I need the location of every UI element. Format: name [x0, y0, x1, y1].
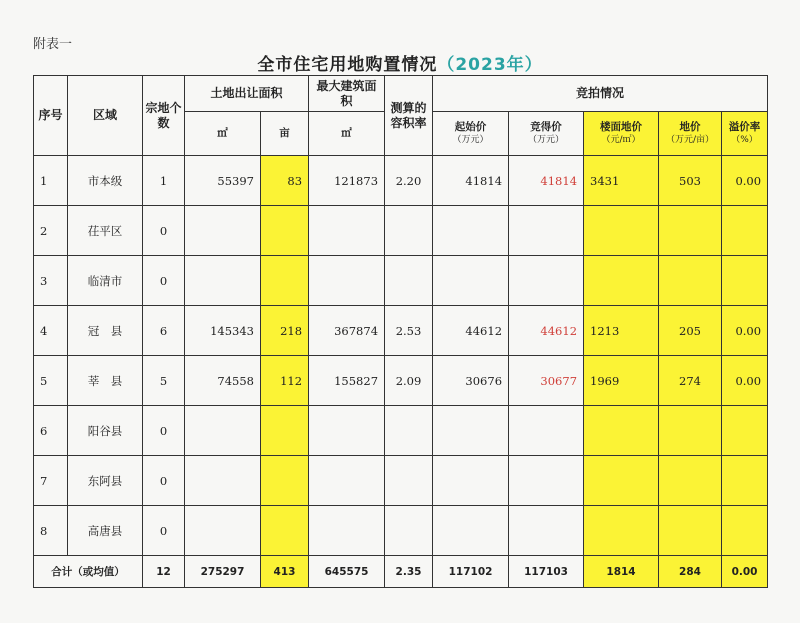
row-start-price: 44612	[433, 306, 509, 356]
row-start-price	[433, 506, 509, 556]
row-floor-price	[584, 456, 659, 506]
row-parcels: 0	[143, 456, 185, 506]
row-win-price	[509, 506, 584, 556]
header-land-price	[659, 112, 722, 156]
row-region: 莘 县	[68, 356, 143, 406]
row-win-price	[509, 256, 584, 306]
table-row	[34, 256, 768, 306]
row-premium	[722, 406, 768, 456]
table-row	[34, 506, 768, 556]
row-land-price	[659, 206, 722, 256]
total-area-m2: 275297	[185, 556, 261, 588]
header-far: 测算的容积率	[385, 76, 433, 156]
row-parcels: 1	[143, 156, 185, 206]
row-region: 冠 县	[68, 306, 143, 356]
header-win-price	[509, 112, 584, 156]
row-area-mu	[261, 256, 309, 306]
row-area-m2	[185, 206, 261, 256]
row-win-price	[509, 406, 584, 456]
annex-label: 附表一	[33, 37, 73, 52]
row-region: 高唐县	[68, 506, 143, 556]
row-area-m2	[185, 456, 261, 506]
row-far	[385, 206, 433, 256]
row-start-price	[433, 456, 509, 506]
row-win-price	[509, 206, 584, 256]
total-row	[34, 556, 768, 588]
header-area-m2: ㎡	[185, 112, 261, 156]
row-seq: 3	[34, 256, 68, 306]
floor-price-label: 楼面地价	[600, 120, 643, 133]
row-far: 2.09	[385, 356, 433, 406]
header-area-mu: 亩	[261, 112, 309, 156]
row-seq: 1	[34, 156, 68, 206]
header-parcels: 宗地个数	[143, 76, 185, 156]
row-far: 2.53	[385, 306, 433, 356]
table-row	[34, 156, 768, 206]
title-main: 全市住宅用地购置情况	[257, 55, 438, 75]
row-floor-price: 3431	[584, 156, 659, 206]
row-region: 临清市	[68, 256, 143, 306]
total-parcels: 12	[143, 556, 185, 588]
row-seq: 4	[34, 306, 68, 356]
header-auction: 竞拍情况	[433, 76, 768, 112]
win-price-unit: （万元）	[528, 134, 565, 145]
page-title	[0, 50, 800, 75]
row-premium: 0.00	[722, 306, 768, 356]
row-start-price	[433, 206, 509, 256]
row-win-price: 30677	[509, 356, 584, 406]
row-far	[385, 406, 433, 456]
row-start-price: 41814	[433, 156, 509, 206]
total-area-mu: 413	[261, 556, 309, 588]
row-premium	[722, 206, 768, 256]
row-build-m2: 367874	[309, 306, 385, 356]
row-premium: 0.00	[722, 356, 768, 406]
row-area-m2	[185, 506, 261, 556]
header-land-area: 土地出让面积	[185, 76, 309, 112]
row-land-price	[659, 456, 722, 506]
row-area-mu	[261, 456, 309, 506]
row-region: 市本级	[68, 156, 143, 206]
row-parcels: 5	[143, 356, 185, 406]
row-land-price	[659, 256, 722, 306]
table-row	[34, 206, 768, 256]
row-floor-price	[584, 206, 659, 256]
row-land-price: 274	[659, 356, 722, 406]
row-seq: 6	[34, 406, 68, 456]
premium-unit: （%）	[731, 134, 758, 145]
row-area-mu: 218	[261, 306, 309, 356]
row-parcels: 0	[143, 506, 185, 556]
row-area-m2: 74558	[185, 356, 261, 406]
row-region: 阳谷县	[68, 406, 143, 456]
row-region: 茌平区	[68, 206, 143, 256]
row-region: 东阿县	[68, 456, 143, 506]
row-parcels: 6	[143, 306, 185, 356]
row-area-mu: 83	[261, 156, 309, 206]
win-price-label: 竞得价	[530, 120, 562, 133]
row-seq: 8	[34, 506, 68, 556]
row-start-price	[433, 256, 509, 306]
row-parcels: 0	[143, 406, 185, 456]
row-win-price: 44612	[509, 306, 584, 356]
row-land-price	[659, 406, 722, 456]
row-far	[385, 456, 433, 506]
land-price-label: 地价	[679, 120, 701, 133]
row-start-price: 30676	[433, 356, 509, 406]
row-premium	[722, 456, 768, 506]
row-seq: 2	[34, 206, 68, 256]
floor-price-unit: （元/㎡）	[601, 134, 641, 145]
land-price-unit: （万元/亩）	[665, 134, 715, 145]
row-far	[385, 256, 433, 306]
row-area-m2	[185, 406, 261, 456]
start-price-label: 起始价	[454, 120, 487, 133]
header-start-price	[433, 112, 509, 156]
row-build-m2	[309, 406, 385, 456]
header-max-build: 最大建筑面积	[309, 76, 385, 112]
row-area-m2: 145343	[185, 306, 261, 356]
row-area-m2: 55397	[185, 156, 261, 206]
row-area-mu	[261, 406, 309, 456]
row-land-price: 205	[659, 306, 722, 356]
row-build-m2	[309, 256, 385, 306]
row-premium	[722, 506, 768, 556]
row-parcels: 0	[143, 256, 185, 306]
row-floor-price	[584, 406, 659, 456]
total-floor-price: 1814	[584, 556, 659, 588]
row-area-mu	[261, 506, 309, 556]
row-win-price: 41814	[509, 156, 584, 206]
total-start-price: 117102	[433, 556, 509, 588]
total-far: 2.35	[385, 556, 433, 588]
table-row	[34, 456, 768, 506]
row-win-price	[509, 456, 584, 506]
row-far: 2.20	[385, 156, 433, 206]
row-seq: 5	[34, 356, 68, 406]
row-floor-price	[584, 256, 659, 306]
premium-label: 溢价率	[728, 120, 761, 133]
row-build-m2	[309, 506, 385, 556]
row-build-m2: 155827	[309, 356, 385, 406]
row-land-price	[659, 506, 722, 556]
table-row	[34, 306, 768, 356]
table-row	[34, 406, 768, 456]
header-seq: 序号	[34, 76, 68, 156]
row-premium	[722, 256, 768, 306]
row-premium: 0.00	[722, 156, 768, 206]
header-premium	[722, 112, 768, 156]
table-row	[34, 356, 768, 406]
total-label: 合计（或均值）	[34, 556, 143, 588]
row-parcels: 0	[143, 206, 185, 256]
title-year: 2023年	[455, 55, 525, 75]
header-region: 区域	[68, 76, 143, 156]
row-start-price	[433, 406, 509, 456]
row-build-m2	[309, 206, 385, 256]
row-floor-price: 1969	[584, 356, 659, 406]
header-floor-price	[584, 112, 659, 156]
row-floor-price: 1213	[584, 306, 659, 356]
row-area-m2	[185, 256, 261, 306]
start-price-unit: （万元）	[452, 134, 489, 145]
title-paren-open: （	[437, 55, 456, 75]
row-area-mu: 112	[261, 356, 309, 406]
row-build-m2	[309, 456, 385, 506]
row-area-mu	[261, 206, 309, 256]
row-land-price: 503	[659, 156, 722, 206]
total-win-price: 117103	[509, 556, 584, 588]
total-land-price: 284	[659, 556, 722, 588]
total-build-m2: 645575	[309, 556, 385, 588]
land-purchase-table	[33, 75, 768, 588]
title-paren-close: ）	[524, 55, 543, 75]
row-seq: 7	[34, 456, 68, 506]
header-build-m2: ㎡	[309, 112, 385, 156]
total-premium: 0.00	[722, 556, 768, 588]
row-floor-price	[584, 506, 659, 556]
row-build-m2: 121873	[309, 156, 385, 206]
row-far	[385, 506, 433, 556]
